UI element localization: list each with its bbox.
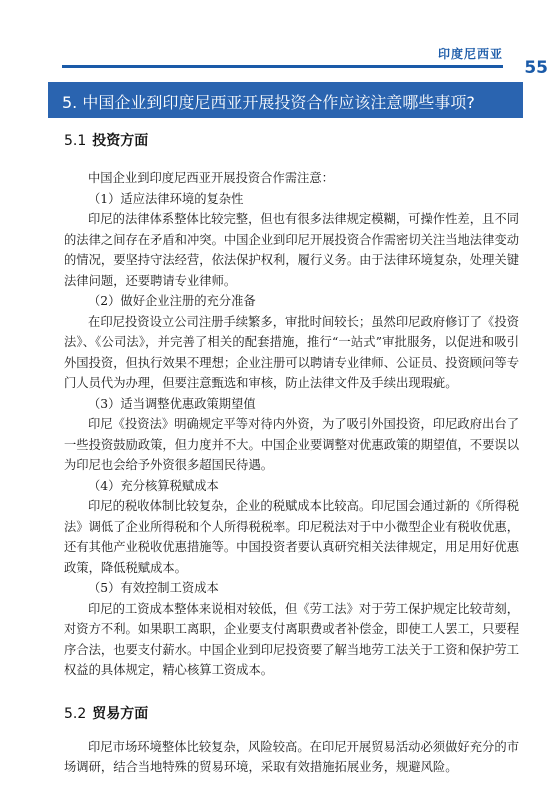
item-paragraph: 印尼的工资成本整体来说相对较低，但《劳工法》对于劳工保护规定比较苛刻，对资方不利。如果职工离职，企业要支付离职费或者补偿金，即使工人罢工，只要程序合法，也要支付薪水。中国企业到印尼投资要了解当地劳工法关于工资和保护劳工权益的具体规定，精心核算工资成本。	[64, 601, 519, 677]
section-title: 投资方面	[92, 133, 149, 149]
section-number: 5.2	[64, 705, 87, 722]
item-heading: （3）适当调整优惠政策期望值	[88, 396, 256, 411]
item-heading: （2）做好企业注册的充分准备	[88, 294, 256, 308]
section-number: 5.1	[64, 133, 87, 149]
item-heading: （1）适应法律环境的复杂性	[88, 191, 244, 206]
item-paragraph: 印尼的法律体系整体比较完整，但也有很多法律规定模糊，可操作性差，且不同的法律之间存在矛盾和冲突。中国企业到印尼开展投资合作需密切关注当地法律变动的情况，要坚持守法经营，依法保护权利，履行义务。由于法律环境复杂，处理关键法律问题，还要聘请专业律师。	[64, 212, 519, 288]
running-header	[0, 0, 559, 80]
section-heading-trade	[64, 703, 519, 723]
item-paragraph: 印尼《投资法》明确规定平等对待内外资，为了吸引外国投资，印尼政府出台了一些投资鼓励政策，但力度并不大。中国企业要调整对优惠政策的期望值，不要误以为印尼也会给予外资很多超国民待遇。	[64, 417, 519, 472]
item-paragraph: 在印尼投资设立公司注册手续繁多，审批时间较长；虽然印尼政府修订了《投资法》、《公司法》，并完善了相关的配套措施，推行“一站式”审批服务，以促进和吸引外国投资，但执行效果不理想；企业注册可以聘请专业律师、公证员、投资顾问等专门人员代为办理，但要注意甄选和审核，防止法律文件及手续出现瑕疵。	[64, 314, 519, 390]
item-paragraph: 印尼的税收体制比较复杂，企业的税赋成本比较高。印尼国会通过新的《所得税法》调低了企业所得税和个人所得税税率。印尼税法对于中小微型企业有税收优惠，还有其他产业税收优惠措施等。中国投资者要认真研究相关法律规定，用足用好优惠政策，降低税赋成本。	[64, 499, 519, 575]
running-header-country: 印度尼西亚	[437, 47, 503, 61]
header-rule	[62, 65, 503, 68]
section-paragraph: 印尼市场环境整体比较复杂，风险较高。在印尼开展贸易活动必须做好充分的市场调研，结合当地特殊的贸易环境，采取有效措施拓展业务，规避风险。	[64, 739, 519, 774]
page-number: 55	[524, 58, 548, 78]
section-title: 贸易方面	[92, 705, 149, 722]
item-heading: （4）充分核算税赋成本	[88, 478, 219, 493]
chapter-title: 5. 中国企业到印度尼西亚开展投资合作应该注意哪些事项?	[62, 93, 475, 112]
section-intro: 中国企业到印度尼西亚开展投资合作需注意：	[88, 171, 334, 185]
page-body	[64, 130, 519, 778]
chapter-title-bar	[48, 82, 523, 118]
section-heading-investment	[64, 130, 519, 150]
item-heading: （5）有效控制工资成本	[88, 581, 219, 595]
